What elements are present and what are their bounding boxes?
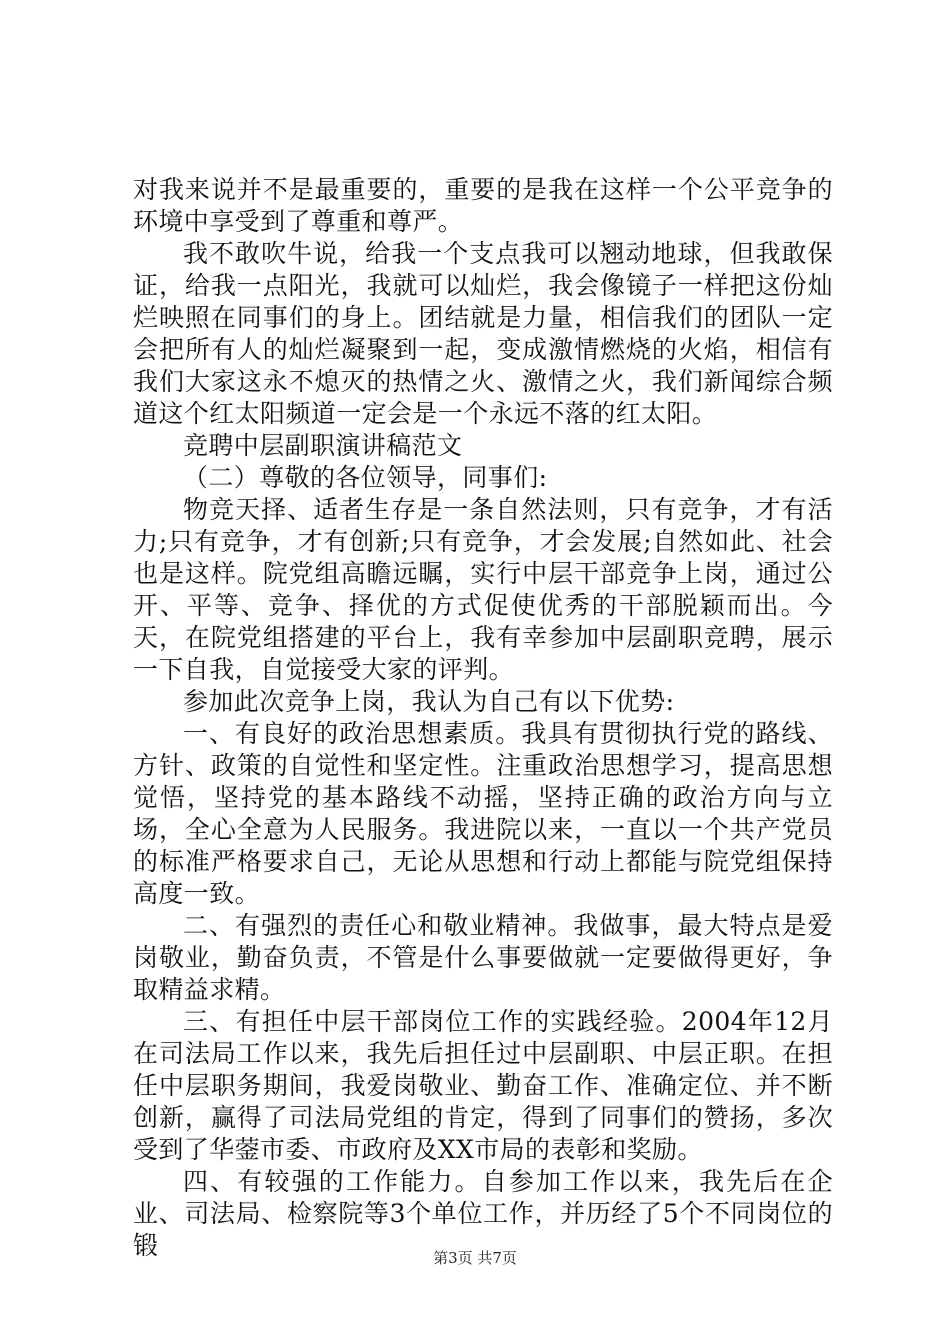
page-footer: 第3页 共7页 [433, 1249, 517, 1267]
paragraph-advantage-2: 二、有强烈的责任心和敬业精神。我做事，最大特点是爱岗敬业，勤奋负责，不管是什么事要做就一定要做得更好，争取精益求精。 [133, 911, 833, 1004]
document-body [133, 174, 833, 1262]
paragraph-advantage-4: 四、有较强的工作能力。自参加工作以来，我先后在企业、司法局、检察院等3个单位工作，并历经了5个不同岗位的锻 [133, 1167, 833, 1260]
section-heading: 竞聘中层副职演讲稿范文 [183, 431, 463, 460]
paragraph-advantage-1: 一、有良好的政治思想素质。我具有贯彻执行党的路线、方针、政策的自觉性和坚定性。注重政治思想学习，提高思想觉悟，坚持党的基本路线不动摇，坚持正确的政治方向与立场，全心全意为人民服务。我进院以来，一直以一个共产党员的标准严格要求自己，无论从思想和行动上都能与院党组保持高度一致。 [133, 719, 833, 908]
paragraph-advantage-3: 三、有担任中层干部岗位工作的实践经验。2004年12月在司法局工作以来，我先后担任过中层副职、中层正职。在担任中层职务期间，我爱岗敬业、勤奋工作、准确定位、并不断创新，赢得了司法局党组的肯定，得到了同事们的赞扬，多次受到了华蓥市委、市政府及XX市局的表彰和奖励。 [133, 1007, 833, 1164]
salutation: （二）尊敬的各位领导，同事们: [183, 463, 548, 492]
paragraph-advantages-lead: 参加此次竞争上岗，我认为自己有以下优势: [183, 687, 675, 716]
paragraph-1: 对我来说并不是最重要的，重要的是我在这样一个公平竞争的环境中享受到了尊重和尊严。 [133, 175, 833, 236]
paragraph-intro: 物竞天择、适者生存是一条自然法则，只有竞争，才有活力;只有竞争，才有创新;只有竞争，才会发展;自然如此、社会也是这样。院党组高瞻远瞩，实行中层干部竞争上岗，通过公开、平等、竞争、择优的方式促使优秀的干部脱颖而出。今天，在院党组搭建的平台上，我有幸参加中层副职竞聘，展示一下自我，自觉接受大家的评判。 [133, 495, 833, 684]
paragraph-2: 我不敢吹牛说，给我一个支点我可以翘动地球，但我敢保证，给我一点阳光，我就可以灿烂，我会像镜子一样把这份灿烂映照在同事们的身上。团结就是力量，相信我们的团队一定会把所有人的灿烂凝聚到一起，变成激情燃烧的火焰，相信有我们大家这永不熄灭的热情之火、激情之火，我们新闻综合频道这个红太阳频道一定会是一个永远不落的红太阳。 [133, 239, 833, 428]
